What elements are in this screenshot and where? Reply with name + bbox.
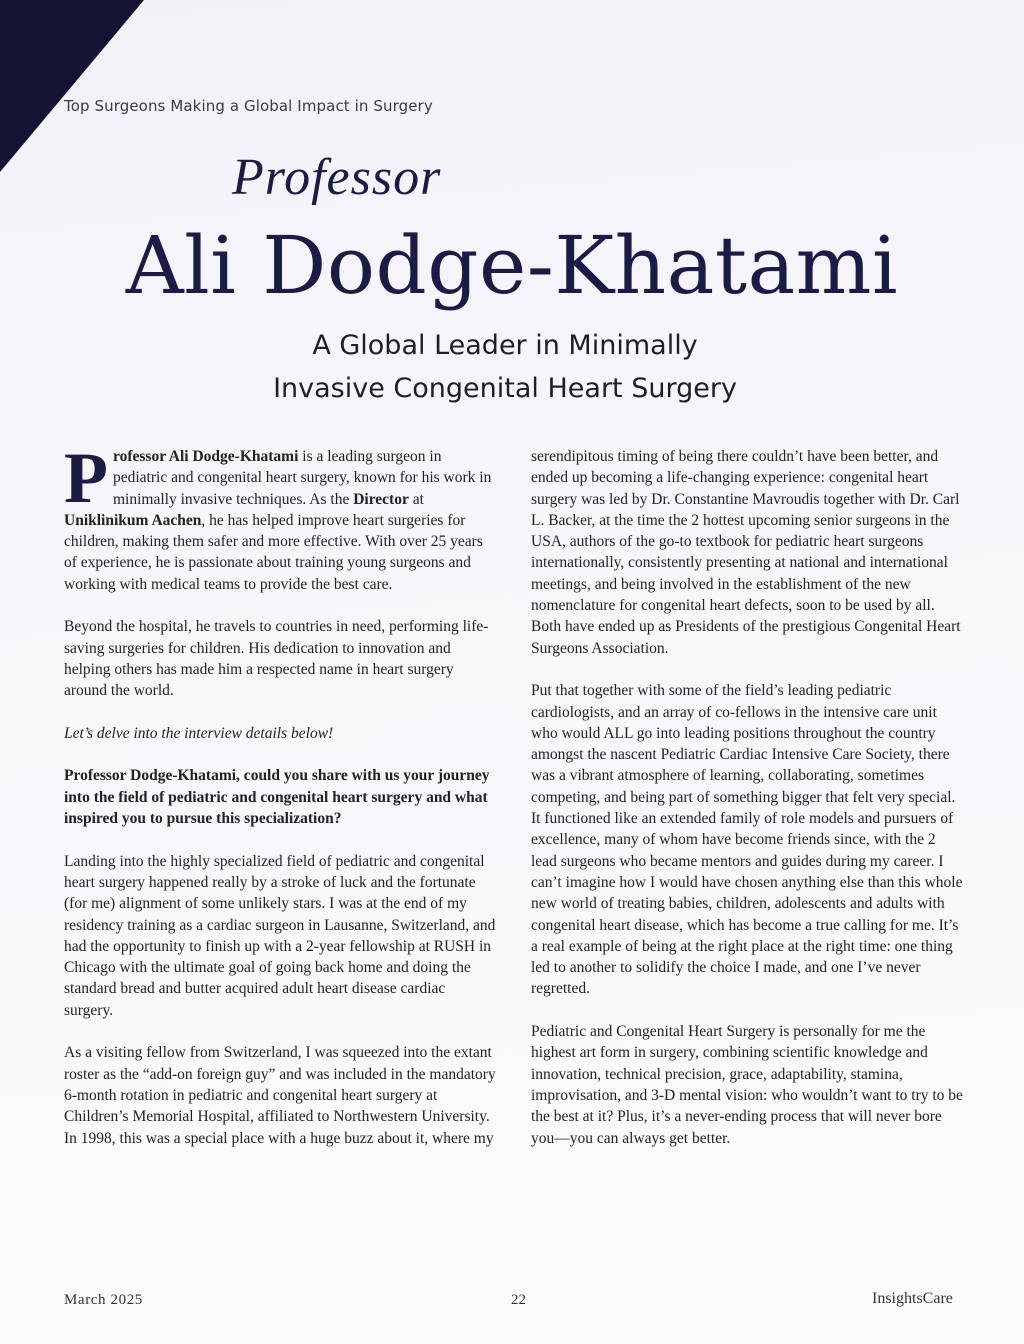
paragraph-4: Landing into the highly specialized field of pediatric and congenital heart surgery happened really by a stroke of luck and the fortunate (for me) alignment of some unlikely stars. I was at the end of my residency training as a cardiac surgeon in Lausanne, Switzerland, and had the opportunity to finish up with a 2-year fellowship at RUSH in Chicago with the ultimate goal of going back home and doing the standard bread and butter acquired adult heart disease cardiac surgery. xyxy=(64,852,496,1019)
subtitle xyxy=(0,324,1010,410)
subtitle-line-1: A Global Leader in Minimally xyxy=(312,330,698,361)
title-name: Ali Dodge-Khatami xyxy=(125,219,899,312)
paragraph-6: serendipitous timing of being there couldn’t have been better, and ended up becoming a life-changing experience: congenital heart surgery was led by Dr. Constantine Mavroudis together with Dr. Carl L. Backer, at the time the 2 hottest upcoming senior surgeons in the USA, authors of the go-to textbook for pediatric heart surgeons internationally, consistently presenting at national and international meetings, and being involved in the establishment of the new nomenclature for congenital heart defects, soon to be used by all. Both have ended up as Presidents of the prestigious Congenital Heart Surgeons Association. xyxy=(531,448,961,657)
subtitle-line-2: Invasive Congenital Heart Surgery xyxy=(273,373,737,404)
intro-name-bold: rofessor Ali Dodge-Khatami xyxy=(112,448,299,465)
intro-text-1: is a leading surgeon in pediatric and congenital heart surgery, known for his work in minimally invasive techniques. As the xyxy=(112,448,492,508)
interview-question-1: Professor Dodge-Khatami, could you share with us your journey into the field of pediatric and congenital heart surgery and what inspired you to pursue this specialization? xyxy=(64,767,490,828)
paragraph-3-italic: Let’s delve into the interview details below! xyxy=(64,724,334,742)
intro-director: Director xyxy=(353,490,409,508)
article-column-left xyxy=(64,438,496,1170)
intro-institution: Uniklinikum Aachen xyxy=(64,511,202,529)
paragraph-5: As a visiting fellow from Switzerland, I was squeezed into the extant roster as the “add-on foreign guy” and was included in the mandatory 6-month rotation in pediatric and congenital heart surgery at Children’s Memorial Hospital, affiliated to Northwestern University. In 1998, this was a special place with a huge buzz about it, where my xyxy=(64,1044,496,1147)
corner-triangle-decoration xyxy=(0,0,144,172)
footer-page-number: 22 xyxy=(511,1292,526,1308)
paragraph-2: Beyond the hospital, he travels to countries in need, performing life-saving surgeries for children. His dedication to innovation and helping others has made him a respected name in heart surgery around the world. xyxy=(64,618,489,700)
footer-brand: InsightsCare xyxy=(872,1290,953,1307)
paragraph-7: Put that together with some of the field’s leading pediatric cardiologists, and an array of co-fellows in the intensive care unit who would ALL go into leading positions throughout the country amongst the nascent Pediatric Cardiac Intensive Care Society, there was a vibrant atmosphere of learning, collaborating, sometimes competing, and being part of something bigger that felt very special. It functioned like an extended family of role models and pursuers of excellence, many of whom have become friends since, with the 2 lead surgeons who became mentors and guides during my career. I can’t imagine how I would have chosen anything else than this whole new world of treating babies, children, adolescents and adults with congenital heart disease, which has become a true calling for me. It’s a real example of being at the right place at the right time: one thing led to another to solidify the choice I made, and one I’ve never regretted. xyxy=(531,682,963,998)
paragraph-8: Pediatric and Congenital Heart Surgery is personally for me the highest art form in surgery, combining scientific knowledge and innovation, technical precision, grace, adaptability, stamina, improvisation, and 3-D mental vision: who wouldn’t want to try to be the best at it? Plus, it’s a never-ending process that will never bore you—you can always get better. xyxy=(531,1023,963,1147)
title-honorific: Professor xyxy=(232,149,442,206)
footer-date: March 2025 xyxy=(64,1292,143,1308)
drop-cap: P xyxy=(64,438,108,518)
intro-text-3: , he has helped improve heart surgeries for children, making them safer and more effective. With over 25 years of experience, he is passionate about training young surgeons and working with medical teams to provide the best care. xyxy=(64,511,483,593)
section-kicker: Top Surgeons Making a Global Impact in Surgery xyxy=(64,97,433,115)
article-column-right xyxy=(531,446,963,1170)
intro-paragraph xyxy=(64,438,496,595)
intro-text-2: at xyxy=(408,490,424,508)
